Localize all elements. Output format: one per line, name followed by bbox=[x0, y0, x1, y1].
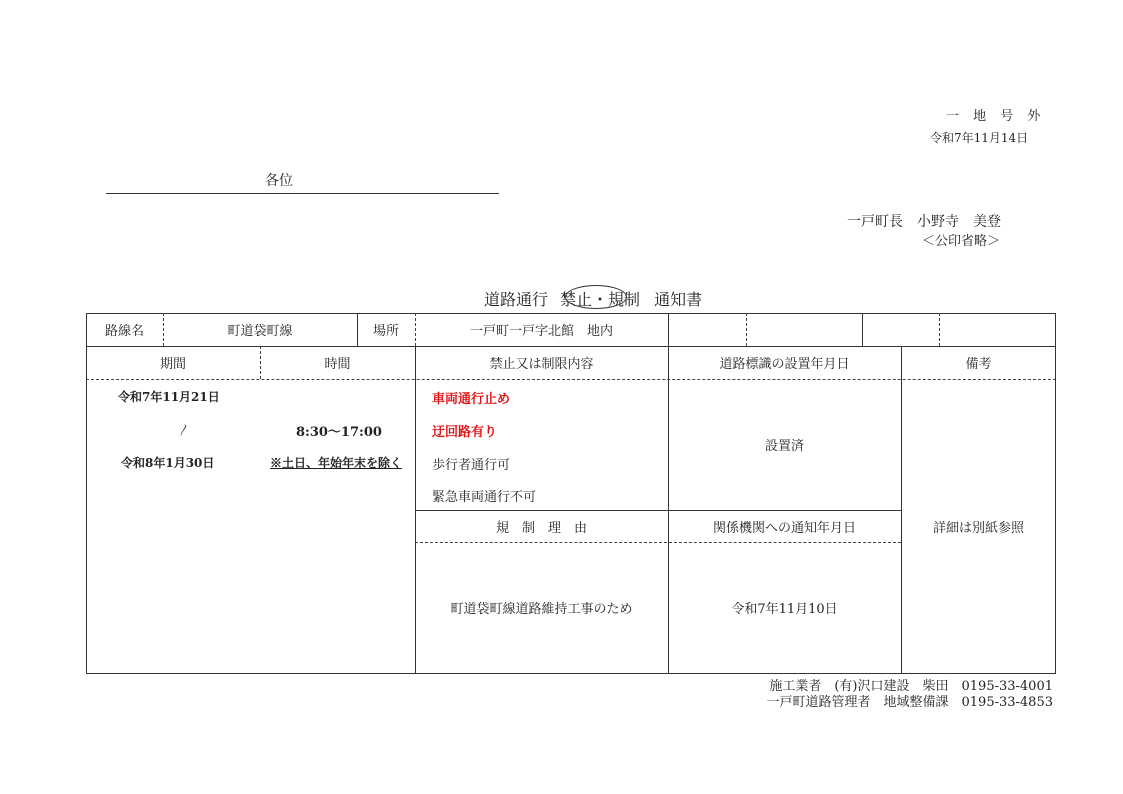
issue-date: 令和7年11月14日 bbox=[930, 131, 1029, 145]
sign-date-header: 道路標識の設置年月日 bbox=[719, 357, 850, 372]
seal-note: ＜公印省略＞ bbox=[922, 234, 1001, 249]
time-note: ※土日、年始年末を除く bbox=[270, 456, 403, 470]
restriction-item: 迂回路有り bbox=[432, 425, 498, 440]
location-value: 一戸町一戸字北館 地内 bbox=[469, 324, 613, 339]
title-circled-option: 禁止 bbox=[560, 290, 593, 309]
period-start: 令和7年11月21日 bbox=[118, 390, 220, 404]
time-header: 時間 bbox=[324, 357, 351, 372]
selection-circle bbox=[565, 285, 627, 309]
route-name-value: 町道袋町線 bbox=[227, 324, 293, 339]
period-header: 期間 bbox=[159, 357, 186, 372]
restriction-item: 車両通行止め bbox=[432, 392, 511, 407]
reason-header: 規 制 理 由 bbox=[495, 520, 587, 536]
restriction-header: 禁止又は制限内容 bbox=[489, 357, 594, 372]
reference-number: 一 地 号 外 bbox=[946, 109, 1046, 124]
period-separator: 〳 bbox=[178, 423, 191, 437]
reason-value: 町道袋町線道路維持工事のため bbox=[450, 602, 633, 617]
contractor-contact: 施工業者 (有)沢口建設 柴田 0195-33-4001 bbox=[769, 679, 1053, 694]
location-label: 場所 bbox=[372, 324, 399, 339]
title-suffix: 通知書 bbox=[654, 290, 703, 309]
title-separator: ・ bbox=[592, 290, 609, 309]
title-option-2: 規制 bbox=[608, 290, 641, 309]
time-range: 8:30〜17:00 bbox=[296, 425, 382, 440]
remarks-header: 備考 bbox=[965, 357, 992, 372]
notice-date-value: 令和7年11月10日 bbox=[731, 602, 838, 617]
restriction-item: 緊急車両通行不可 bbox=[432, 490, 537, 505]
issuer: 一戸町長 小野寺 美登 bbox=[847, 214, 1001, 230]
sign-status: 設置済 bbox=[764, 439, 804, 454]
title-prefix: 道路通行 bbox=[484, 290, 549, 309]
route-name-label: 路線名 bbox=[104, 324, 144, 339]
manager-contact: 一戸町道路管理者 地域整備課 0195-33-4853 bbox=[766, 695, 1053, 710]
notice-date-header: 関係機関への通知年月日 bbox=[712, 520, 856, 536]
addressee: 各位 bbox=[265, 173, 293, 189]
period-end: 令和8年1月30日 bbox=[121, 456, 215, 470]
addressee-underline bbox=[106, 193, 499, 194]
remarks-value: 詳細は別紙参照 bbox=[932, 520, 1024, 536]
restriction-item: 歩行者通行可 bbox=[432, 458, 511, 473]
